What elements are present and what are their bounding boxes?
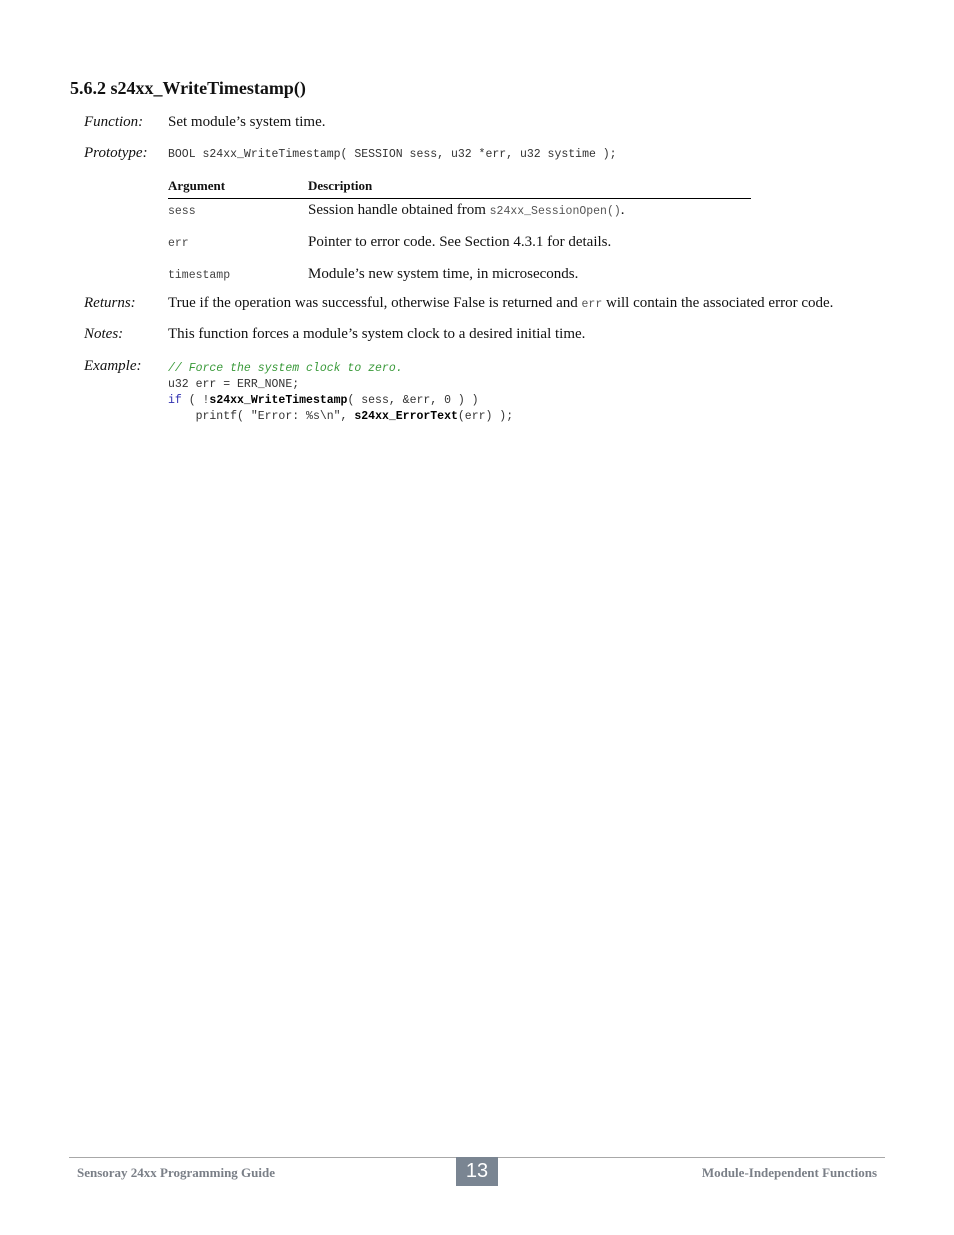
code-text: ,: [340, 410, 355, 423]
code-string: "Error: %s\n": [250, 410, 341, 423]
code-text: ( sess, &err, 0 ) ): [347, 394, 479, 407]
arguments-header-row: [168, 176, 751, 199]
example-code-block: [168, 361, 513, 425]
argument-name: err: [168, 237, 189, 250]
returns-label: Returns:: [84, 295, 136, 311]
table-row: [168, 199, 751, 232]
prototype-label: Prototype:: [84, 145, 148, 161]
example-label: Example:: [84, 358, 142, 374]
argument-description: Module’s new system time, in microseconds.: [308, 266, 579, 282]
prototype-code: BOOL s24xx_WriteTimestamp( SESSION sess, u32 *err, u32 systime );: [168, 148, 617, 161]
argument-description: [308, 199, 751, 232]
returns-description: [168, 295, 833, 312]
code-comment: // Force the system clock to zero.: [168, 362, 403, 375]
code-function-name: s24xx_WriteTimestamp: [209, 394, 348, 407]
notes-description: This function forces a module’s system clock to a desired initial time.: [168, 326, 586, 342]
table-row: [168, 263, 751, 295]
footer-chapter-title: Module-Independent Functions: [701, 1165, 877, 1180]
notes-label: Notes:: [84, 326, 124, 342]
code-keyword: if: [168, 394, 182, 407]
argument-name: sess: [168, 205, 196, 218]
description-text: .: [620, 202, 625, 218]
table-row: [168, 231, 751, 263]
description-column-header: Description: [308, 176, 751, 199]
description-text: Session handle obtained from: [308, 202, 490, 218]
argument-column-header: Argument: [168, 176, 308, 199]
arguments-table: [168, 176, 751, 295]
function-label: Function:: [84, 114, 144, 130]
returns-text: True if the operation was successful, otherwise False is returned and: [168, 295, 582, 311]
returns-text: will contain the associated error code.: [602, 295, 834, 311]
code-text: (err) );: [457, 410, 514, 423]
code-function-name: s24xx_ErrorText: [354, 410, 458, 423]
code-line: u32 err = ERR_NONE;: [168, 378, 300, 391]
returns-code: err: [581, 298, 603, 311]
footer-document-title: Sensoray 24xx Programming Guide: [77, 1165, 276, 1180]
argument-description: Pointer to error code. See Section 4.3.1 for details.: [308, 234, 612, 250]
section-heading: 5.6.2 s24xx_WriteTimestamp(): [70, 78, 306, 98]
page-number: 13: [456, 1157, 498, 1186]
function-description: Set module’s system time.: [168, 114, 326, 130]
description-code: s24xx_SessionOpen(): [489, 205, 621, 218]
code-text: ( !: [181, 394, 210, 407]
argument-name: timestamp: [168, 269, 231, 282]
code-text: printf(: [168, 410, 251, 423]
